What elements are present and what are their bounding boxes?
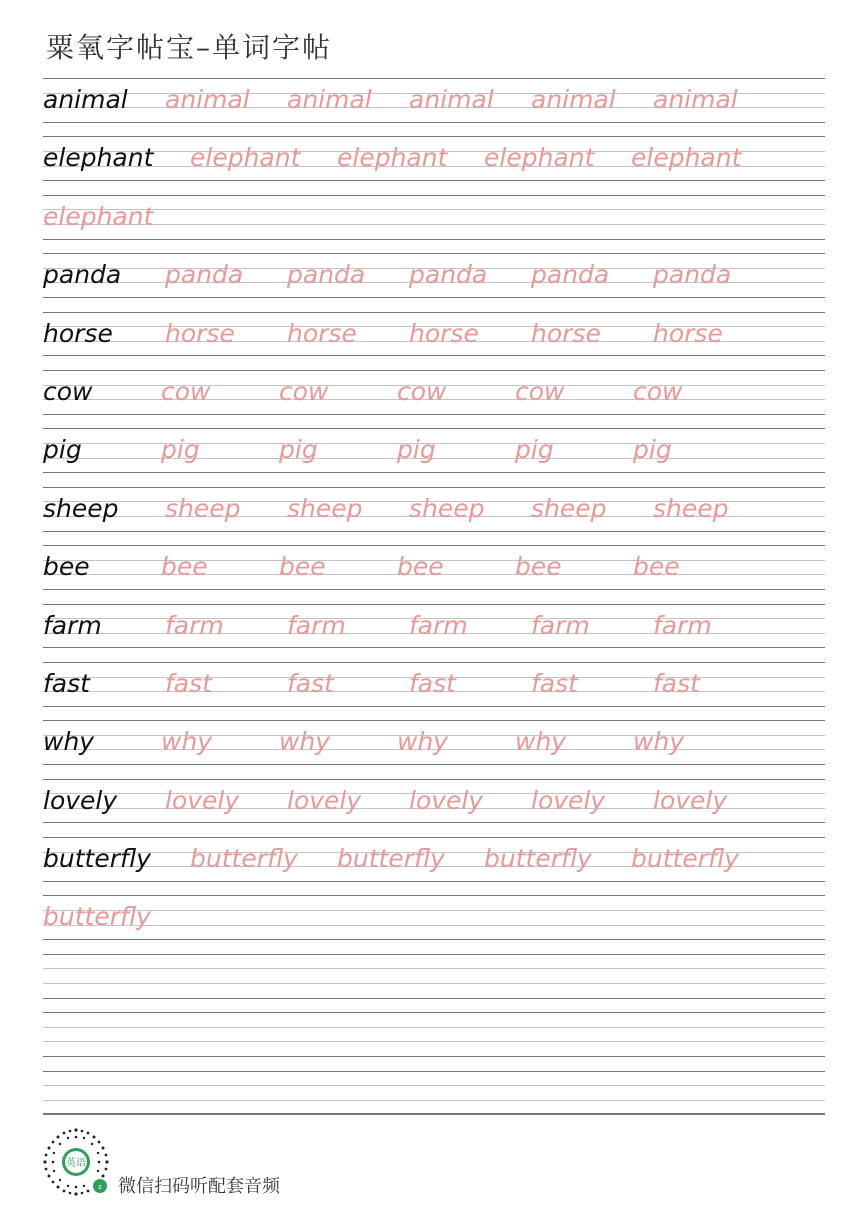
trace-word: cow (633, 376, 683, 406)
row-words (43, 316, 825, 356)
row-words (43, 82, 825, 122)
trace-word: cow (279, 376, 329, 406)
qr-code-icon[interactable] (40, 1126, 112, 1198)
trace-word: bee (515, 552, 562, 582)
ruled-line (43, 195, 825, 196)
trace-word: fast (653, 668, 700, 698)
writing-row (43, 895, 825, 953)
model-word: butterfly (43, 844, 151, 874)
trace-word: bee (633, 552, 680, 582)
trace-word: bee (397, 552, 444, 582)
writing-row (43, 954, 825, 1012)
trace-word: bee (161, 552, 208, 582)
trace-word: elephant (631, 143, 742, 173)
trace-word: lovely (653, 785, 728, 815)
trace-word: butterfly (484, 844, 592, 874)
trace-word: panda (165, 260, 244, 290)
trace-word: butterfly (190, 844, 298, 874)
qr-badge-label: 英语 (66, 1158, 86, 1169)
ruled-line (43, 954, 825, 955)
ruled-line (43, 370, 825, 371)
trace-word: why (515, 727, 567, 757)
ruled-line (43, 545, 825, 546)
trace-word: farm (531, 610, 590, 640)
trace-word: horse (409, 318, 479, 348)
trace-word: pig (397, 435, 436, 465)
writing-row (43, 78, 825, 136)
trace-word: horse (287, 318, 357, 348)
trace-word: sheep (409, 493, 485, 523)
ruled-line (43, 1012, 825, 1013)
ruled-line (43, 78, 825, 79)
row-words (43, 958, 825, 998)
row-words (43, 1075, 825, 1115)
writing-row (43, 837, 825, 895)
trace-word: elephant (484, 143, 595, 173)
trace-word: animal (531, 85, 616, 114)
trace-word: why (633, 727, 685, 757)
ruled-line (43, 136, 825, 137)
trace-word: pig (161, 435, 200, 465)
writing-row (43, 312, 825, 370)
model-word: sheep (43, 493, 119, 523)
writing-row (43, 662, 825, 720)
ruled-line (43, 720, 825, 721)
trace-word: horse (531, 318, 601, 348)
trace-word: fast (287, 668, 334, 698)
ruled-line (43, 1071, 825, 1072)
trace-word: elephant (337, 143, 448, 173)
writing-row (43, 195, 825, 253)
trace-word: sheep (531, 493, 607, 523)
writing-row (43, 1071, 825, 1129)
trace-word: farm (287, 610, 346, 640)
trace-word: cow (515, 376, 565, 406)
trace-word: lovely (409, 785, 484, 815)
row-words (43, 140, 825, 180)
trace-word: fast (165, 668, 212, 698)
trace-word: panda (287, 260, 366, 290)
trace-word: farm (653, 610, 712, 640)
trace-word: animal (409, 85, 494, 114)
trace-word: panda (531, 260, 610, 290)
trace-word: why (279, 727, 331, 757)
writing-row (43, 545, 825, 603)
row-words (43, 432, 825, 472)
writing-row (43, 487, 825, 545)
model-word: pig (43, 435, 82, 465)
model-word: bee (43, 552, 90, 582)
page-title: 粟氧字帖宝–单词字帖 (46, 31, 333, 64)
writing-row (43, 720, 825, 778)
trace-word: fast (409, 668, 456, 698)
model-word: fast (43, 668, 90, 698)
row-words (43, 199, 825, 239)
model-word: animal (43, 85, 128, 114)
row-words (43, 841, 825, 881)
row-words (43, 899, 825, 939)
trace-word: butterfly (631, 844, 739, 874)
row-words (43, 549, 825, 589)
trace-word: animal (165, 85, 250, 114)
writing-row (43, 779, 825, 837)
trace-word: pig (515, 435, 554, 465)
trace-word: why (161, 727, 213, 757)
ruled-line (43, 604, 825, 605)
row-words (43, 491, 825, 531)
trace-word: horse (653, 318, 723, 348)
ruled-line (43, 895, 825, 896)
handwriting-sheet (43, 78, 825, 1129)
trace-word: sheep (165, 493, 241, 523)
trace-word: animal (653, 85, 738, 114)
ruled-line (43, 312, 825, 313)
model-word: lovely (43, 785, 118, 815)
writing-row (43, 253, 825, 311)
trace-word: butterfly (43, 902, 151, 932)
trace-word: horse (165, 318, 235, 348)
writing-row (43, 136, 825, 194)
footer (40, 1126, 360, 1198)
trace-word: lovely (165, 785, 240, 815)
trace-word: elephant (190, 143, 301, 173)
trace-word: cow (161, 376, 211, 406)
row-words (43, 783, 825, 823)
writing-row (43, 370, 825, 428)
trace-word: why (397, 727, 449, 757)
ruled-line (43, 487, 825, 488)
trace-word: lovely (287, 785, 362, 815)
model-word: horse (43, 318, 113, 348)
row-words (43, 1016, 825, 1056)
row-words (43, 257, 825, 297)
trace-word: butterfly (337, 844, 445, 874)
writing-row (43, 1012, 825, 1070)
row-words (43, 666, 825, 706)
trace-word: pig (279, 435, 318, 465)
row-words (43, 608, 825, 648)
footer-scan-text: 微信扫码听配套音频 (118, 1176, 280, 1197)
trace-word: sheep (653, 493, 729, 523)
ruled-line (43, 779, 825, 780)
trace-word: animal (287, 85, 372, 114)
svg-text:z: z (98, 1183, 102, 1191)
model-word: why (43, 727, 95, 757)
writing-row (43, 428, 825, 486)
trace-word: elephant (43, 201, 154, 231)
trace-word: panda (409, 260, 488, 290)
trace-word: panda (653, 260, 732, 290)
trace-word: pig (633, 435, 672, 465)
trace-word: farm (409, 610, 468, 640)
trace-word: farm (165, 610, 224, 640)
trace-word: cow (397, 376, 447, 406)
model-word: panda (43, 260, 122, 290)
trace-word: lovely (531, 785, 606, 815)
ruled-line (43, 662, 825, 663)
ruled-line (43, 428, 825, 429)
row-words (43, 724, 825, 764)
model-word: farm (43, 610, 102, 640)
trace-word: sheep (287, 493, 363, 523)
model-word: cow (43, 376, 93, 406)
ruled-line (43, 837, 825, 838)
trace-word: fast (531, 668, 578, 698)
row-words (43, 374, 825, 414)
trace-word: bee (279, 552, 326, 582)
ruled-line (43, 253, 825, 254)
writing-row (43, 604, 825, 662)
sheet-bottom-line (43, 1113, 825, 1114)
model-word: elephant (43, 143, 154, 173)
